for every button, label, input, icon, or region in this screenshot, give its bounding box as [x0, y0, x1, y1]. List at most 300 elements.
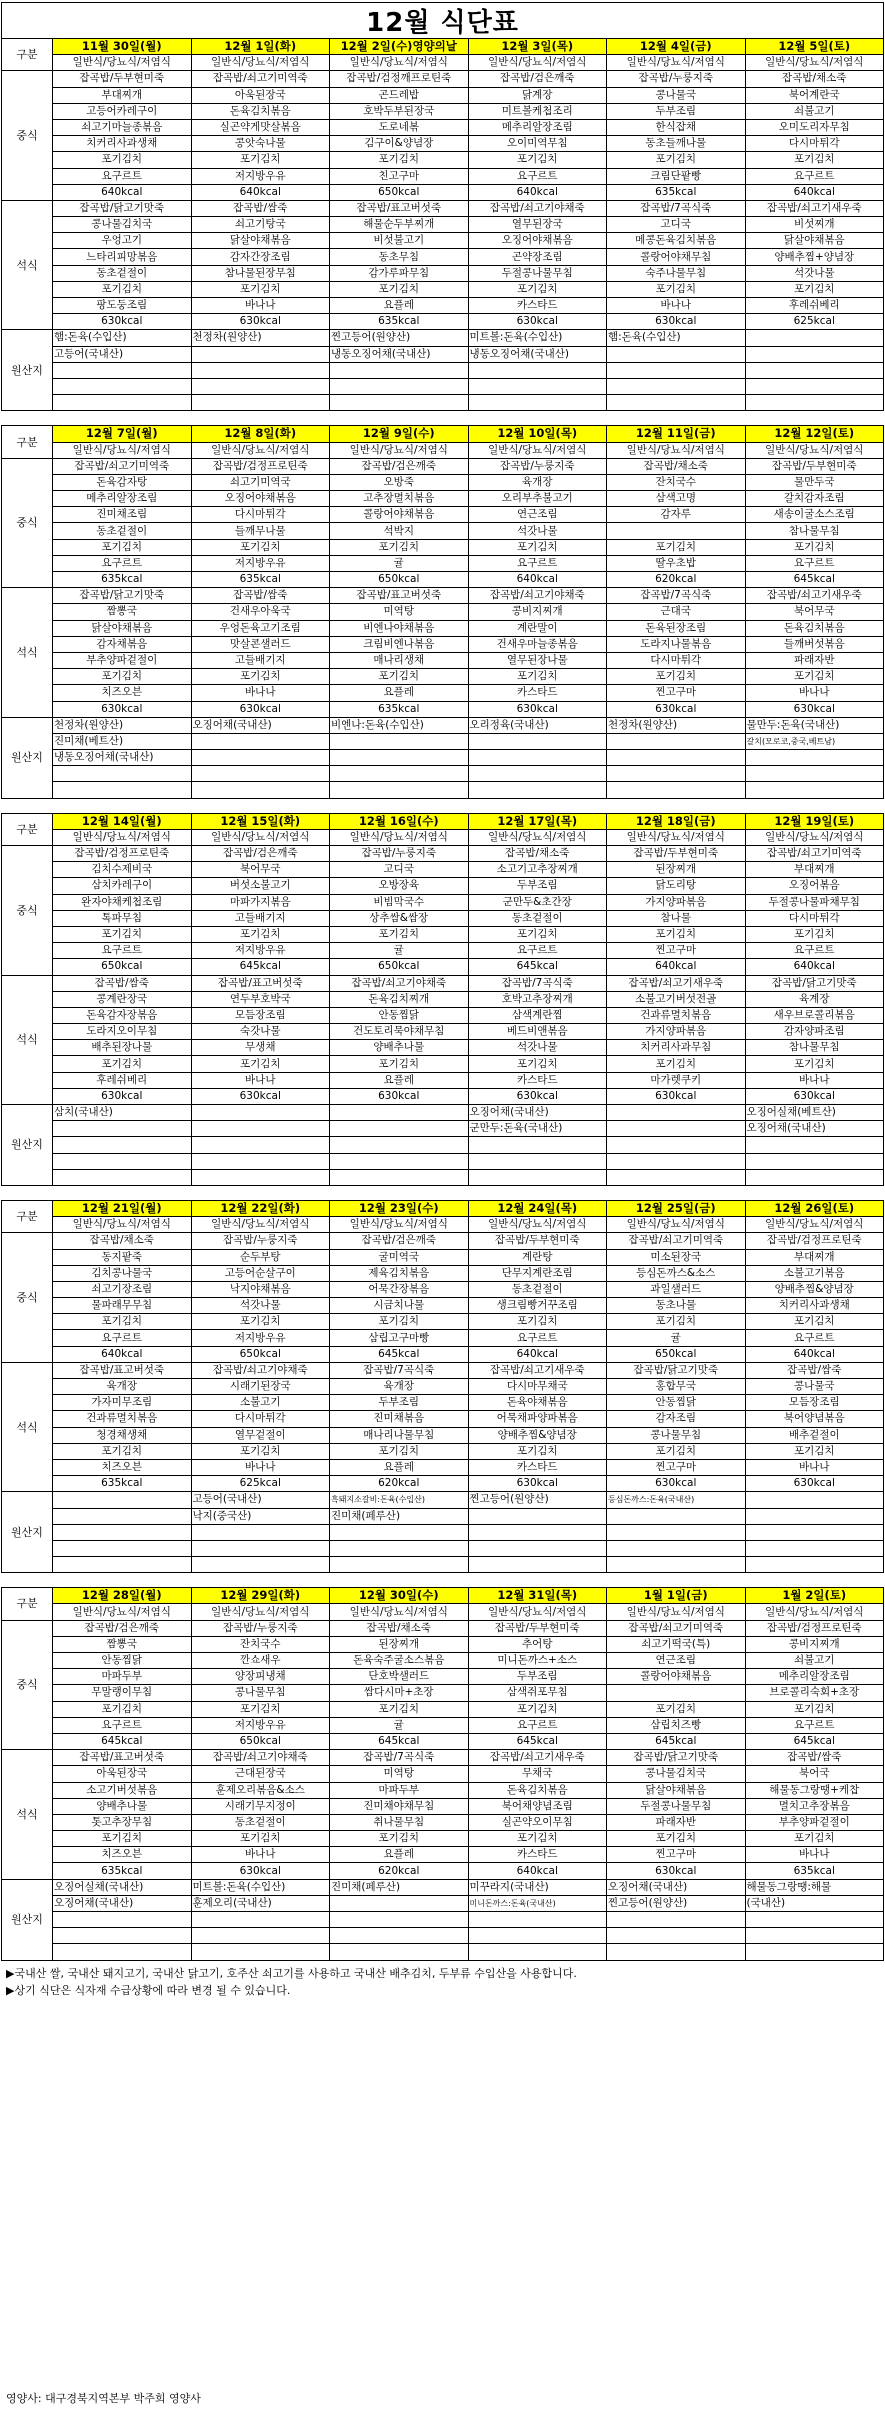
- dinner-cell: 계란말이: [468, 620, 607, 636]
- lunch-cell: 잡곡밥/검정프로틴죽: [745, 1233, 884, 1249]
- dinner-cell: 육개장: [53, 1379, 192, 1395]
- origin-label: 원산지: [2, 1492, 53, 1573]
- dinner-cell: 건과류멸치볶음: [607, 1007, 746, 1023]
- origin-row: [2, 1879, 884, 1895]
- lunch-cell: 버섯소불고기: [191, 878, 330, 894]
- origin-cell: [745, 1944, 884, 1960]
- lunch-cell: 고들배기지: [191, 910, 330, 926]
- lunch-cell: 갈치감자조림: [745, 491, 884, 507]
- origin-row: [2, 1944, 884, 1960]
- origin-cell: [745, 1912, 884, 1928]
- notes: [6, 1965, 879, 1999]
- dinner-cell: 양배추찜&양념장: [468, 1427, 607, 1443]
- origin-cell: (국내산): [745, 1895, 884, 1911]
- origin-cell: [468, 1540, 607, 1556]
- lunch-cell: 비빔막국수: [330, 894, 469, 910]
- dinner-label: 석식: [2, 588, 53, 718]
- dinner-cell: 630kcal: [607, 1088, 746, 1104]
- dinner-row: [2, 1395, 884, 1411]
- origin-row: [2, 1169, 884, 1185]
- lunch-cell: 650kcal: [330, 959, 469, 975]
- lunch-cell: 두부조림: [468, 1669, 607, 1685]
- dinner-cell: 잡곡밥/쌈죽: [745, 1750, 884, 1766]
- lunch-cell: 콩나물국: [607, 87, 746, 103]
- origin-cell: [468, 782, 607, 798]
- lunch-cell: 요구르트: [745, 168, 884, 184]
- lunch-cell: 요구르트: [468, 555, 607, 571]
- origin-cell: [468, 766, 607, 782]
- origin-cell: [607, 1928, 746, 1944]
- origin-cell: [53, 1508, 192, 1524]
- lunch-cell: 삼색쥐포무침: [468, 1685, 607, 1701]
- lunch-cell: 포기김치: [330, 152, 469, 168]
- lunch-cell: 쌈다시마+초장: [330, 1685, 469, 1701]
- lunch-cell: 잡곡밥/누룽지죽: [607, 71, 746, 87]
- origin-cell: [330, 766, 469, 782]
- menu-table: [1, 425, 884, 798]
- origin-cell: [330, 1895, 469, 1911]
- day-header: 1월 1일(금): [607, 1588, 746, 1604]
- lunch-row: [2, 1249, 884, 1265]
- lunch-cell: 쇠고기마늘종볶음: [53, 119, 192, 135]
- origin-row: [2, 378, 884, 394]
- day-header: 12월 30일(수): [330, 1588, 469, 1604]
- lunch-cell: 아욱된장국: [191, 87, 330, 103]
- origin-cell: [468, 1944, 607, 1960]
- origin-cell: 찐고등어(원양산): [607, 1895, 746, 1911]
- lunch-cell: 포기김치: [191, 1701, 330, 1717]
- day-header: 12월 12일(토): [745, 426, 884, 442]
- origin-cell: [468, 1557, 607, 1573]
- lunch-cell: 메추리알장조림: [468, 119, 607, 135]
- lunch-cell: 오징어볶음: [745, 878, 884, 894]
- dinner-cell: 무생채: [191, 1040, 330, 1056]
- dinner-cell: 카스타드: [468, 298, 607, 314]
- dinner-cell: 630kcal: [607, 314, 746, 330]
- lunch-cell: 잡곡밥/검은깨죽: [468, 71, 607, 87]
- origin-row: [2, 782, 884, 798]
- lunch-row: [2, 1685, 884, 1701]
- lunch-cell: 포기김치: [468, 1701, 607, 1717]
- dinner-cell: 감자채볶음: [53, 636, 192, 652]
- dinner-cell: 잡곡밥/닭고기맛죽: [53, 588, 192, 604]
- dinner-cell: 찐고구마: [607, 1847, 746, 1863]
- origin-cell: [607, 1137, 746, 1153]
- lunch-cell: 640kcal: [53, 184, 192, 200]
- dinner-row: [2, 1056, 884, 1072]
- dinner-row: [2, 200, 884, 216]
- origin-cell: [745, 330, 884, 346]
- dinner-cell: 동초겉절이: [53, 265, 192, 281]
- diet-type-cell: 일반식/당뇨식/저염식: [607, 1604, 746, 1620]
- origin-cell: [745, 766, 884, 782]
- lunch-cell: 잡곡밥/채소죽: [330, 1620, 469, 1636]
- dinner-cell: 다시마튀각: [191, 1411, 330, 1427]
- dinner-cell: 치즈오븐: [53, 1847, 192, 1863]
- lunch-row: [2, 1620, 884, 1636]
- origin-cell: [53, 1912, 192, 1928]
- lunch-cell: 한식잡채: [607, 119, 746, 135]
- lunch-cell: 삼립치즈빵: [607, 1717, 746, 1733]
- dinner-cell: 멸치고추장볶음: [745, 1798, 884, 1814]
- origin-cell: [191, 1121, 330, 1137]
- diet-type-cell: 일반식/당뇨식/저염식: [191, 1217, 330, 1233]
- lunch-cell: 640kcal: [468, 184, 607, 200]
- lunch-cell: 오방죽: [330, 474, 469, 490]
- dinner-cell: 630kcal: [745, 1476, 884, 1492]
- origin-cell: [191, 782, 330, 798]
- dinner-cell: 파래자반: [607, 1814, 746, 1830]
- dinner-cell: 돈육김치볶음: [745, 620, 884, 636]
- lunch-cell: 동초겉절이: [468, 910, 607, 926]
- lunch-cell: 연근조림: [468, 507, 607, 523]
- lunch-row: [2, 1653, 884, 1669]
- dinner-row: [2, 1427, 884, 1443]
- origin-cell: [468, 1508, 607, 1524]
- dinner-cell: 새우브로콜리볶음: [745, 1007, 884, 1023]
- lunch-cell: 잡곡밥/쇠고기미역죽: [53, 458, 192, 474]
- dinner-cell: 열무된장나물: [468, 652, 607, 668]
- lunch-cell: 고등어카레구이: [53, 103, 192, 119]
- origin-cell: [468, 378, 607, 394]
- origin-cell: 삼치(국내산): [53, 1105, 192, 1121]
- diet-type-cell: 일반식/당뇨식/저염식: [607, 1217, 746, 1233]
- page-title: 12월 식단표: [366, 8, 519, 38]
- lunch-cell: 포기김치: [607, 152, 746, 168]
- day-header: 12월 5일(토): [745, 39, 884, 55]
- origin-cell: 냉동오징어채(국내산): [53, 750, 192, 766]
- lunch-cell: 저지방우유: [191, 1717, 330, 1733]
- day-header: 12월 3일(목): [468, 39, 607, 55]
- origin-cell: 비엔나:돈육(수입산): [330, 717, 469, 733]
- dinner-cell: 콜랑어야채무침: [607, 249, 746, 265]
- dinner-cell: 근대국: [607, 604, 746, 620]
- lunch-cell: 잡곡밥/쇠고기미역죽: [191, 71, 330, 87]
- dinner-cell: 바나나: [745, 1072, 884, 1088]
- dinner-cell: 곤약장조림: [468, 249, 607, 265]
- dinner-cell: 마가렛쿠키: [607, 1072, 746, 1088]
- dinner-cell: 모듬장조림: [191, 1007, 330, 1023]
- dinner-row: [2, 588, 884, 604]
- origin-cell: [53, 1524, 192, 1540]
- dinner-cell: 북어무국: [745, 604, 884, 620]
- dinner-cell: 630kcal: [607, 1476, 746, 1492]
- lunch-cell: 찐고구마: [607, 943, 746, 959]
- origin-cell: [53, 1169, 192, 1185]
- dinner-cell: 카스타드: [468, 685, 607, 701]
- dinner-cell: 양배추찜+양념장: [745, 249, 884, 265]
- lunch-cell: 귤: [330, 555, 469, 571]
- day-header: 12월 19일(토): [745, 813, 884, 829]
- lunch-cell: 포기김치: [607, 926, 746, 942]
- origin-label: 원산지: [2, 1879, 53, 1960]
- dinner-cell: 두부조림: [330, 1395, 469, 1411]
- origin-cell: 찐고등어(원양산): [468, 1492, 607, 1508]
- dinner-cell: 닭살야채볶음: [745, 233, 884, 249]
- day-header: 12월 25일(금): [607, 1200, 746, 1216]
- dinner-cell: 잡곡밥/닭고기맛죽: [53, 200, 192, 216]
- lunch-cell: 닭도리탕: [607, 878, 746, 894]
- lunch-label: 중식: [2, 846, 53, 976]
- lunch-row: [2, 523, 884, 539]
- dinner-row: [2, 1766, 884, 1782]
- dinner-cell: 포기김치: [191, 669, 330, 685]
- dinner-cell: 실곤약오이무침: [468, 1814, 607, 1830]
- dinner-cell: 요플레: [330, 685, 469, 701]
- lunch-cell: 요구르트: [745, 1330, 884, 1346]
- lunch-cell: 포기김치: [53, 539, 192, 555]
- lunch-cell: 640kcal: [745, 1346, 884, 1362]
- lunch-cell: 잡곡밥/검정깨프로틴죽: [330, 71, 469, 87]
- dinner-cell: 카스타드: [468, 1847, 607, 1863]
- dinner-cell: 포기김치: [330, 1443, 469, 1459]
- diet-type-cell: 일반식/당뇨식/저염식: [468, 829, 607, 845]
- lunch-cell: 요구르트: [53, 555, 192, 571]
- lunch-cell: 요구르트: [53, 1330, 192, 1346]
- lunch-cell: 잡곡밥/채소죽: [468, 846, 607, 862]
- lunch-cell: 쇠불고기: [745, 103, 884, 119]
- dinner-cell: 포기김치: [607, 1831, 746, 1847]
- dinner-cell: 홍합무국: [607, 1379, 746, 1395]
- lunch-cell: 쇠고기장조림: [53, 1281, 192, 1297]
- lunch-cell: 과일샐러드: [607, 1281, 746, 1297]
- lunch-cell: 잡곡밥/채소죽: [607, 458, 746, 474]
- dinner-row: [2, 249, 884, 265]
- lunch-cell: 짬뽕국: [53, 1636, 192, 1652]
- dinner-cell: 잡곡밥/7곡식죽: [607, 200, 746, 216]
- lunch-cell: 된장찌개: [607, 862, 746, 878]
- lunch-row: [2, 1281, 884, 1297]
- lunch-cell: 650kcal: [191, 1733, 330, 1749]
- dinner-cell: 잡곡밥/7곡식죽: [330, 1750, 469, 1766]
- dinner-row: [2, 991, 884, 1007]
- origin-cell: 낙지(중국산): [191, 1508, 330, 1524]
- origin-cell: 햄:돈육(수입산): [607, 330, 746, 346]
- lunch-cell: 650kcal: [330, 184, 469, 200]
- origin-cell: [53, 766, 192, 782]
- origin-cell: [607, 1944, 746, 1960]
- lunch-cell: 포기김치: [607, 539, 746, 555]
- day-header: 12월 21일(월): [53, 1200, 192, 1216]
- lunch-row: [2, 168, 884, 184]
- dinner-cell: 잡곡밥/7곡식죽: [330, 1362, 469, 1378]
- origin-cell: [607, 1524, 746, 1540]
- lunch-cell: 굴미역국: [330, 1249, 469, 1265]
- dinner-cell: 630kcal: [191, 1863, 330, 1879]
- origin-cell: [607, 1540, 746, 1556]
- lunch-cell: 잡곡밥/쇠고기미역죽: [745, 846, 884, 862]
- lunch-cell: 김치콩나물국: [53, 1265, 192, 1281]
- dinner-cell: 바나나: [191, 685, 330, 701]
- lunch-cell: 포기김치: [330, 1701, 469, 1717]
- lunch-cell: 잡곡밥/검정프로틴죽: [191, 458, 330, 474]
- origin-cell: [330, 1912, 469, 1928]
- dinner-cell: 콩나물국: [745, 1379, 884, 1395]
- lunch-cell: 잡곡밥/검정프로틴죽: [745, 1620, 884, 1636]
- lunch-cell: 오이미역무침: [468, 136, 607, 152]
- dinner-cell: 두절콩나물무침: [607, 1798, 746, 1814]
- week-4: [1, 1200, 884, 1573]
- diet-type-cell: 일반식/당뇨식/저염식: [330, 829, 469, 845]
- lunch-cell: 군만두&초간장: [468, 894, 607, 910]
- lunch-cell: 잡곡밥/누룽지죽: [191, 1233, 330, 1249]
- dinner-row: [2, 298, 884, 314]
- origin-cell: [330, 1524, 469, 1540]
- dinner-cell: 625kcal: [191, 1476, 330, 1492]
- lunch-cell: 요구르트: [468, 1717, 607, 1733]
- lunch-cell: 640kcal: [191, 184, 330, 200]
- note-change: ▶상기 식단은 식자재 수급상황에 따라 변경 될 수 있습니다.: [6, 1983, 291, 1997]
- lunch-cell: 참나물무침: [745, 523, 884, 539]
- origin-cell: [191, 1524, 330, 1540]
- dinner-cell: 비섯찌개: [745, 217, 884, 233]
- lunch-cell: 등심돈까스&소스: [607, 1265, 746, 1281]
- dinner-row: [2, 1798, 884, 1814]
- lunch-cell: 마파가지볶음: [191, 894, 330, 910]
- dinner-cell: 635kcal: [745, 1863, 884, 1879]
- lunch-cell: 시금치나물: [330, 1298, 469, 1314]
- dinner-cell: 크림비엔나볶음: [330, 636, 469, 652]
- dinner-cell: 육계장: [745, 991, 884, 1007]
- lunch-cell: 부대찌개: [745, 1249, 884, 1265]
- origin-cell: 훈제오리(국내산): [191, 1895, 330, 1911]
- diet-type-cell: 일반식/당뇨식/저염식: [53, 1604, 192, 1620]
- dinner-cell: 감가루파무침: [330, 265, 469, 281]
- origin-cell: 미꾸라지(국내산): [468, 1879, 607, 1895]
- dinner-row: [2, 1782, 884, 1798]
- lunch-cell: 새송이굴소스조림: [745, 507, 884, 523]
- dinner-cell: 잡곡밥/7곡식죽: [607, 588, 746, 604]
- lunch-cell: 가지양파볶음: [607, 894, 746, 910]
- lunch-row: [2, 184, 884, 200]
- origin-cell: [607, 1105, 746, 1121]
- dinner-cell: 잡곡밥/쇠고기새우죽: [745, 200, 884, 216]
- origin-cell: [468, 750, 607, 766]
- dinner-cell: 우엉고기: [53, 233, 192, 249]
- origin-cell: [607, 1508, 746, 1524]
- dinner-cell: 630kcal: [468, 1088, 607, 1104]
- lunch-cell: 고추장멸치볶음: [330, 491, 469, 507]
- dinner-cell: 미역탕: [330, 604, 469, 620]
- origin-cell: [468, 1153, 607, 1169]
- dinner-cell: 양배추나물: [53, 1798, 192, 1814]
- lunch-cell: 동지팥죽: [53, 1249, 192, 1265]
- dinner-cell: 우엉돈육고기조림: [191, 620, 330, 636]
- lunch-cell: 요구르트: [468, 943, 607, 959]
- dinner-cell: 시래기된장국: [191, 1379, 330, 1395]
- dinner-cell: 잡곡밥/쇠고기새우죽: [745, 588, 884, 604]
- dinner-cell: 찐고구마: [607, 1459, 746, 1475]
- diet-type-cell: 일반식/당뇨식/저염식: [468, 55, 607, 71]
- lunch-cell: 단호박샐러드: [330, 1669, 469, 1685]
- lunch-cell: 640kcal: [53, 1346, 192, 1362]
- lunch-cell: 잡곡밥/누룽지죽: [468, 458, 607, 474]
- origin-cell: 물만두:돈육(국내산): [745, 717, 884, 733]
- dinner-row: [2, 281, 884, 297]
- dinner-cell: 감자조림: [607, 1411, 746, 1427]
- origin-cell: [191, 750, 330, 766]
- dinner-cell: 마파두부: [330, 1782, 469, 1798]
- diet-type-row: [2, 1604, 884, 1620]
- dinner-cell: 모듬장조림: [745, 1395, 884, 1411]
- lunch-row: [2, 1298, 884, 1314]
- dinner-cell: 부추양파겉절이: [53, 652, 192, 668]
- dinner-cell: 도라지오이무침: [53, 1024, 192, 1040]
- lunch-cell: 650kcal: [53, 959, 192, 975]
- lunch-cell: 포기김치: [330, 1314, 469, 1330]
- lunch-cell: 잡곡밥/채소죽: [745, 71, 884, 87]
- lunch-cell: 미트볼케첩조리: [468, 103, 607, 119]
- dinner-cell: 요플레: [330, 298, 469, 314]
- dinner-cell: 잡곡밥/쇠고기새우죽: [468, 1750, 607, 1766]
- origin-cell: [745, 1169, 884, 1185]
- dinner-cell: 635kcal: [53, 1476, 192, 1492]
- dinner-cell: 잡곡밥/닭고기맛죽: [607, 1750, 746, 1766]
- lunch-cell: 감자루: [607, 507, 746, 523]
- dinner-cell: 시래기무지정이: [191, 1798, 330, 1814]
- lunch-cell: 메추리알장조림: [53, 491, 192, 507]
- dinner-cell: 훈제오리볶음&소스: [191, 1782, 330, 1798]
- lunch-cell: 추어탕: [468, 1636, 607, 1652]
- lunch-row: [2, 458, 884, 474]
- dinner-cell: 630kcal: [53, 1088, 192, 1104]
- diet-type-cell: 일반식/당뇨식/저염식: [53, 1217, 192, 1233]
- dinner-cell: 돈육감자장볶음: [53, 1007, 192, 1023]
- lunch-cell: 생크림빵거꾸조림: [468, 1298, 607, 1314]
- origin-cell: [191, 395, 330, 411]
- lunch-row: [2, 507, 884, 523]
- dinner-row: [2, 1007, 884, 1023]
- origin-row: [2, 766, 884, 782]
- dinner-cell: 치즈오븐: [53, 1459, 192, 1475]
- dinner-cell: 잡곡밥/닭고기맛죽: [607, 1362, 746, 1378]
- dinner-cell: 포기김치: [745, 281, 884, 297]
- day-row: [2, 39, 884, 55]
- lunch-label: 중식: [2, 458, 53, 588]
- lunch-cell: 요구르트: [745, 1717, 884, 1733]
- origin-row: [2, 1928, 884, 1944]
- origin-row: [2, 1912, 884, 1928]
- diet-type-cell: 일반식/당뇨식/저염식: [191, 829, 330, 845]
- week-5: [1, 1587, 884, 1960]
- dinner-cell: 포기김치: [53, 1831, 192, 1847]
- section-label: 구분: [2, 813, 53, 845]
- day-header: 12월 1일(화): [191, 39, 330, 55]
- lunch-cell: 요구르트: [53, 943, 192, 959]
- origin-cell: 오징어실채(국내산): [53, 1879, 192, 1895]
- dinner-cell: 포기김치: [607, 1056, 746, 1072]
- dinner-row: [2, 1476, 884, 1492]
- lunch-row: [2, 474, 884, 490]
- dinner-cell: 포기김치: [607, 1443, 746, 1459]
- dinner-cell: 잡곡밥/표고버섯죽: [53, 1750, 192, 1766]
- diet-type-cell: 일반식/당뇨식/저염식: [745, 1604, 884, 1620]
- lunch-cell: 포기김치: [53, 926, 192, 942]
- origin-row: [2, 1508, 884, 1524]
- dinner-cell: 630kcal: [745, 1088, 884, 1104]
- dinner-cell: 소불고기: [191, 1395, 330, 1411]
- lunch-cell: 실곤약게맛살볶음: [191, 119, 330, 135]
- lunch-cell: 포기김치: [468, 1314, 607, 1330]
- dinner-cell: 요플레: [330, 1459, 469, 1475]
- origin-cell: 미트볼:돈육(수입산): [191, 1879, 330, 1895]
- lunch-row: [2, 103, 884, 119]
- diet-type-cell: 일반식/당뇨식/저염식: [745, 442, 884, 458]
- lunch-cell: 645kcal: [468, 959, 607, 975]
- dinner-cell: 잡곡밥/쌈죽: [53, 975, 192, 991]
- dinner-row: [2, 265, 884, 281]
- origin-row: [2, 1105, 884, 1121]
